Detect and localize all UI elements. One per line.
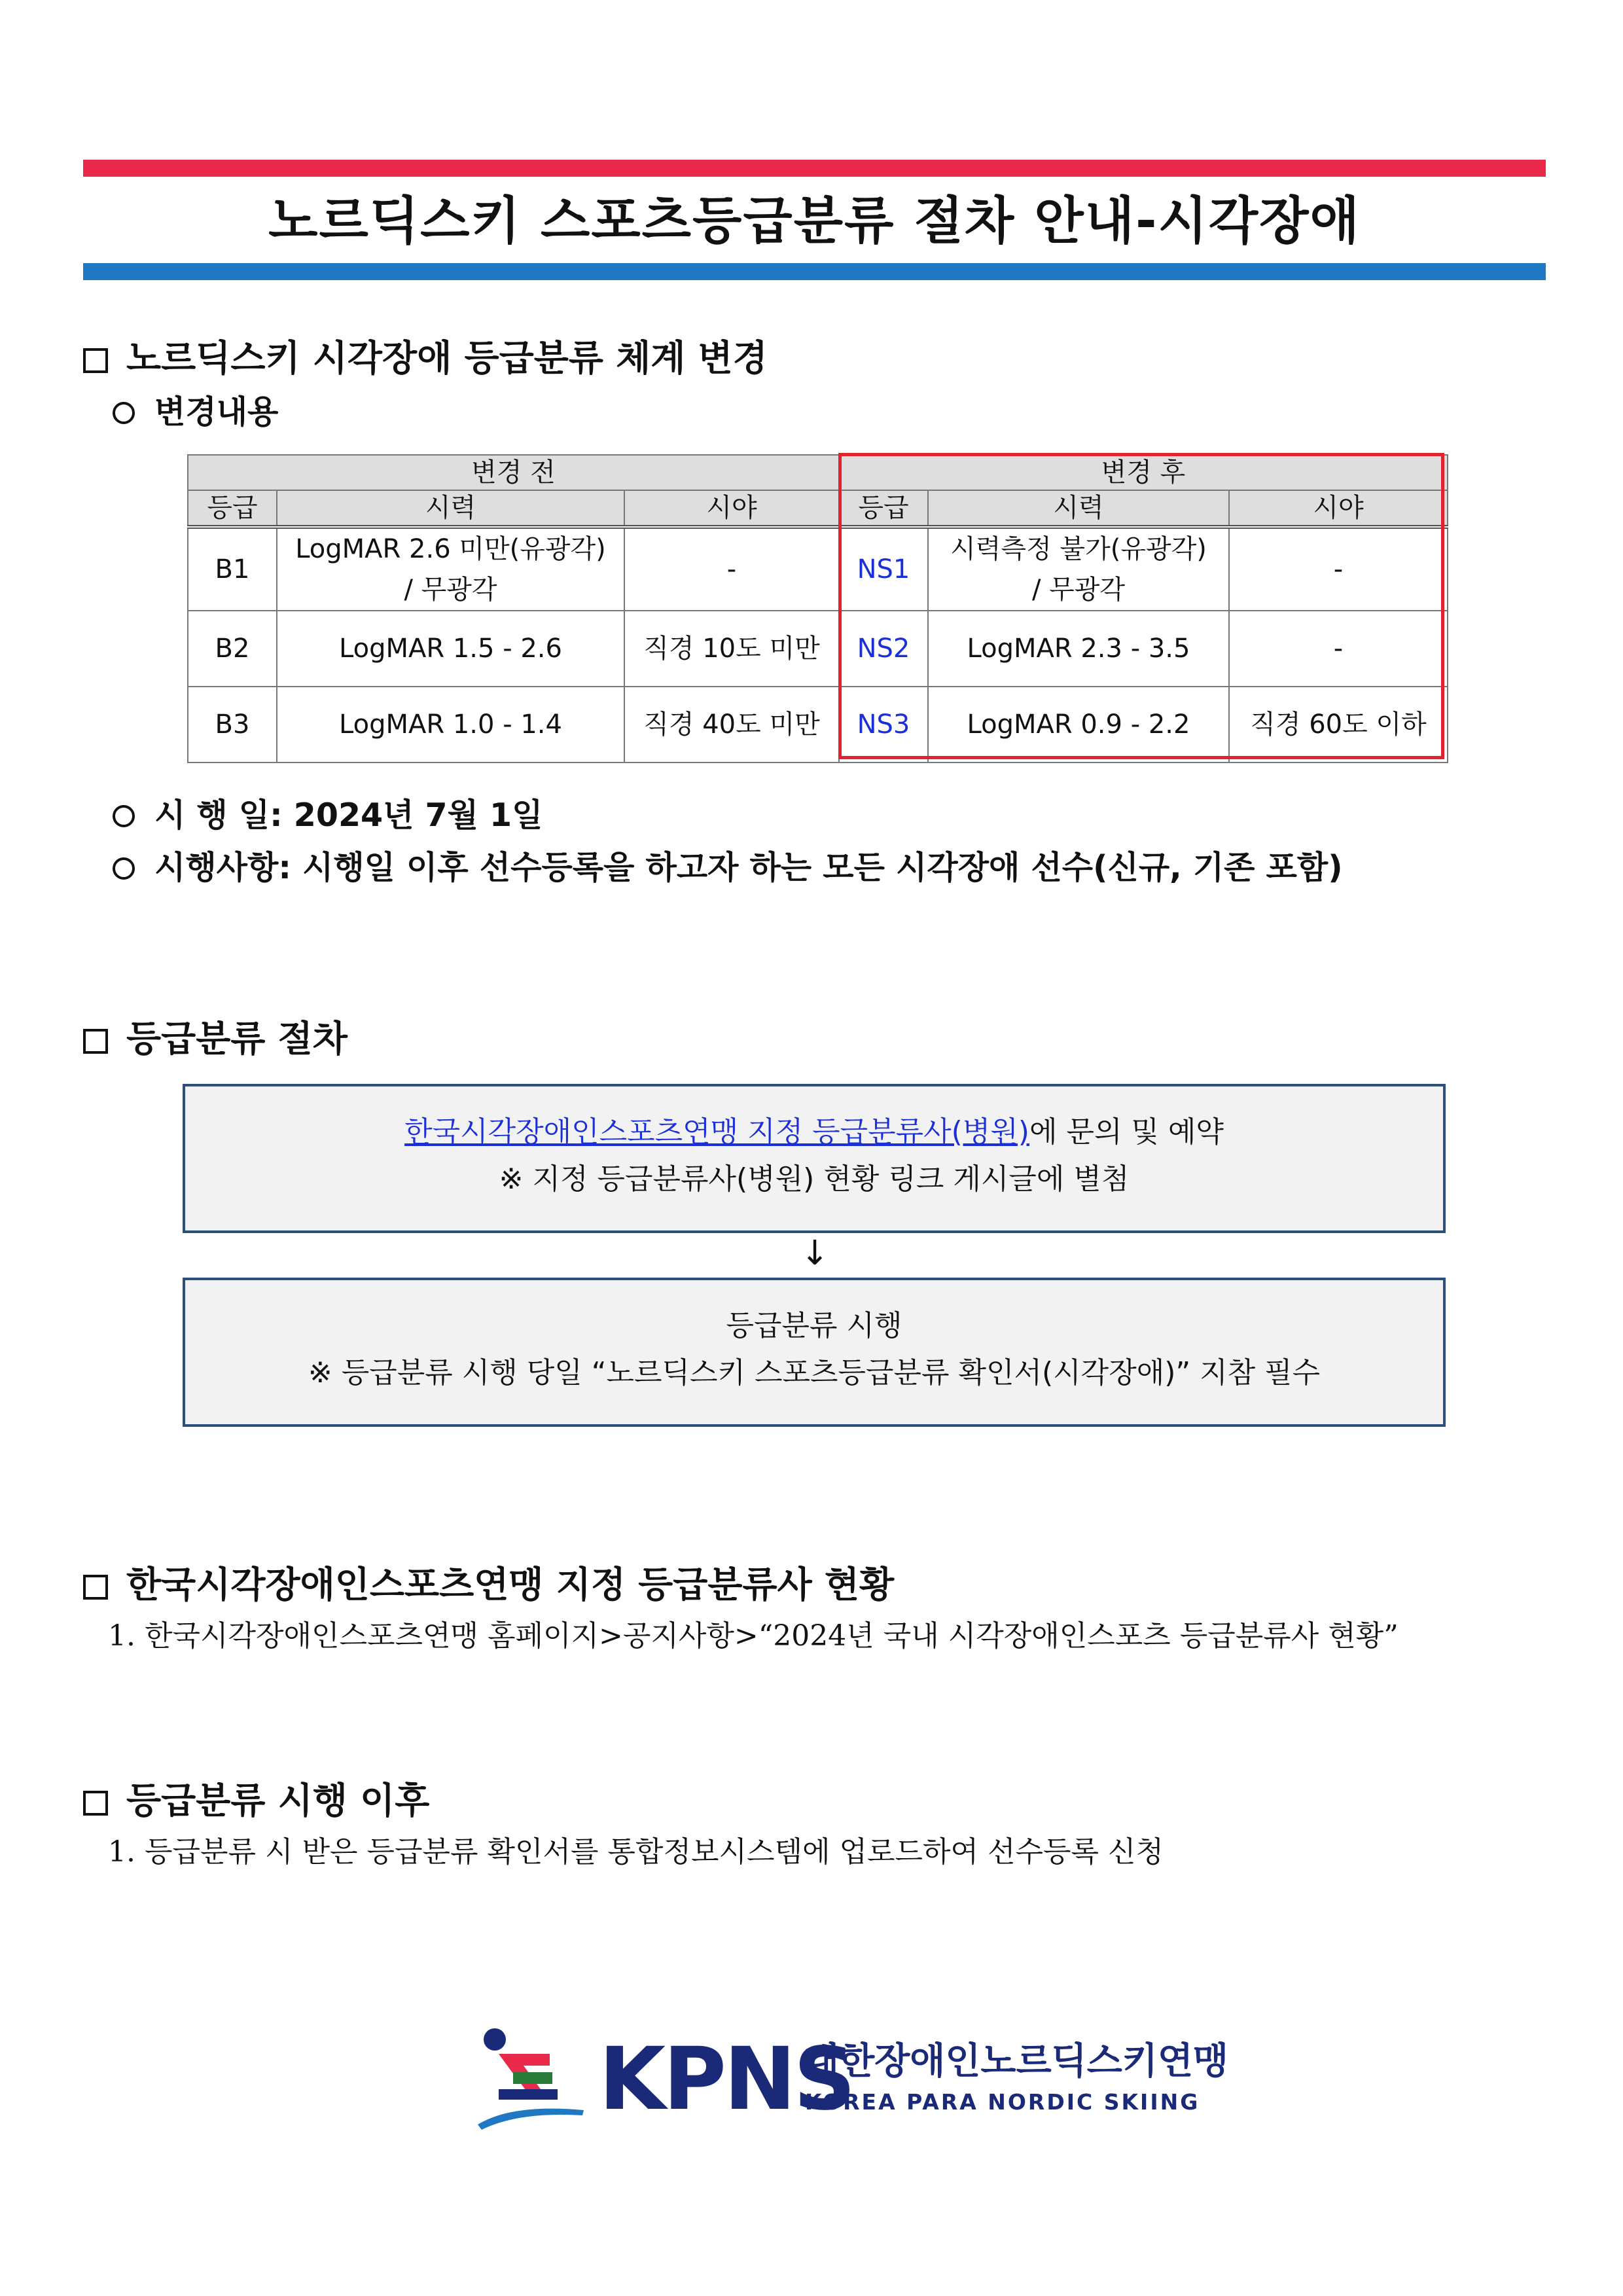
section-heading-classifiers: 한국시각장애인스포츠연맹 지정 등급분류사 현황	[83, 1562, 894, 1607]
classifiers-item-1: 1. 한국시각장애인스포츠연맹 홈페이지>공지사항>“2024년 국내 시각장애인스포츠 등급분류사 현황”	[108, 1619, 1399, 1653]
header-after: 변경 후	[839, 455, 1448, 490]
effective-date: 시 행 일: 2024년 7월 1일	[113, 795, 543, 836]
sub-heading-changes: 변경내용	[113, 391, 278, 433]
col-field: 시야	[624, 490, 839, 527]
cell-grade: B3	[188, 687, 277, 762]
header-before: 변경 전	[188, 455, 839, 490]
cell-field: -	[1229, 527, 1448, 611]
cell-acuity: LogMAR 1.0 - 1.4	[277, 687, 624, 762]
scope-text: 시행사항: 시행일 이후 선수등록을 하고자 하는 모든 시각장애 선수(신규, 기존 포함)	[113, 847, 1343, 889]
cell-field: 직경 60도 이하	[1229, 687, 1448, 762]
circle-bullet-icon	[113, 857, 135, 880]
cell-acuity: LogMAR 1.5 - 2.6	[277, 611, 624, 687]
square-bullet-icon	[83, 348, 108, 373]
cell-grade: B2	[188, 611, 277, 687]
step-2-note: ※ 등급분류 시행 당일 “노르딕스키 스포츠등급분류 확인서(시각장애)” 지참 필수	[308, 1356, 1321, 1390]
down-arrow-icon: ↓	[800, 1234, 829, 1273]
col-acuity: 시력	[277, 490, 624, 527]
procedure-step-1: 한국시각장애인스포츠연맹 지정 등급분류사(병원)에 문의 및 예약 ※ 지정 등급분류사(병원) 현황 링크 게시글에 별첨	[183, 1084, 1446, 1233]
after-item-1: 1. 등급분류 시 받은 등급분류 확인서를 통합정보시스템에 업로드하여 선수등록 신청	[108, 1835, 1164, 1869]
circle-bullet-icon	[113, 402, 135, 424]
square-bullet-icon	[83, 1575, 108, 1600]
logo-wordmark: KPNS	[599, 2029, 853, 2130]
page-title: 노르딕스키 스포츠등급분류 절차 안내-시각장애	[268, 192, 1361, 251]
cell-acuity: 시력측정 불가(유광각) / 무광각	[928, 527, 1229, 611]
cell-grade-new: NS2	[839, 611, 928, 687]
cell-field: 직경 10도 미만	[624, 611, 839, 687]
after-change-highlight	[838, 453, 1444, 759]
classifier-hospital-link[interactable]: 한국시각장애인스포츠연맹 지정 등급분류사(병원)	[404, 1115, 1029, 1149]
cell-field: -	[624, 527, 839, 611]
cell-grade-new: NS1	[839, 527, 928, 611]
cell-acuity: LogMAR 2.6 미만(유광각) / 무광각	[277, 527, 624, 611]
cell-acuity: LogMAR 2.3 - 3.5	[928, 611, 1229, 687]
section-heading-after: 등급분류 시행 이후	[83, 1778, 429, 1823]
col-field: 시야	[1229, 490, 1448, 527]
skier-logo-icon	[473, 2026, 590, 2131]
section-heading-system-change: 노르딕스키 시각장애 등급분류 체계 변경	[83, 335, 768, 381]
title-bar-red	[83, 160, 1546, 177]
logo-name-korean: 대한장애인노르딕스키연맹	[804, 2040, 1229, 2083]
cell-grade-new: NS3	[839, 687, 928, 762]
procedure-step-2	[183, 1278, 1446, 1427]
cell-field: -	[1229, 611, 1448, 687]
col-acuity: 시력	[928, 490, 1229, 527]
circle-bullet-icon	[113, 805, 135, 827]
square-bullet-icon	[83, 1029, 108, 1054]
cell-field: 직경 40도 미만	[624, 687, 839, 762]
cell-acuity: LogMAR 0.9 - 2.2	[928, 687, 1229, 762]
col-grade: 등급	[188, 490, 277, 527]
cell-grade: B1	[188, 527, 277, 611]
title-bar-blue	[83, 263, 1546, 280]
col-grade: 등급	[839, 490, 928, 527]
logo-name-english: KOREA PARA NORDIC SKIING	[805, 2089, 1200, 2115]
section-heading-procedure: 등급분류 절차	[83, 1016, 348, 1062]
square-bullet-icon	[83, 1791, 108, 1816]
step-1-note: ※ 지정 등급분류사(병원) 현황 링크 게시글에 별첨	[499, 1162, 1130, 1196]
step-2-title: 등급분류 시행	[726, 1309, 902, 1342]
